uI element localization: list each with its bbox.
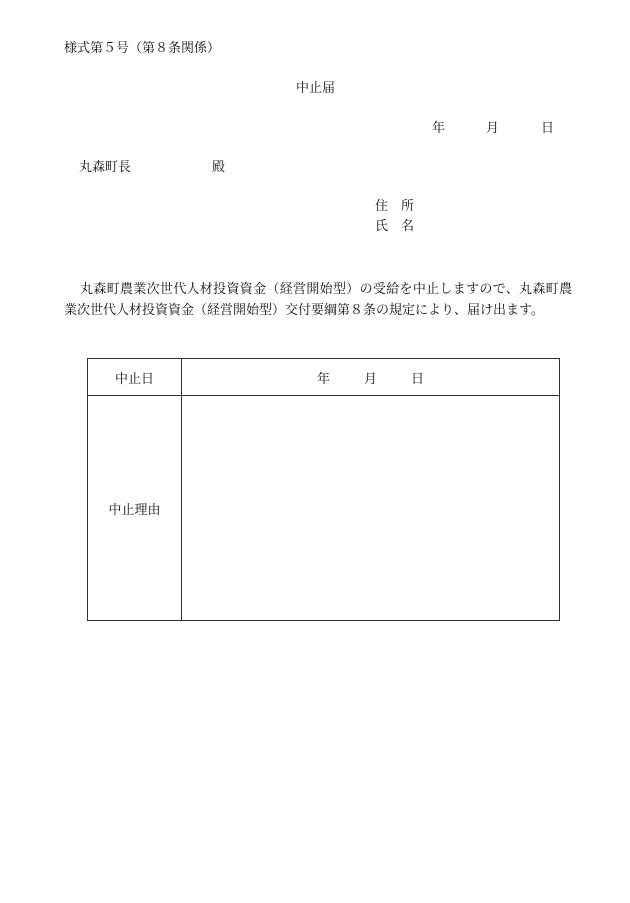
body-paragraph: 丸森町農業次世代人材投資資金（経営開始型）の受給を中止しますので、丸森町農業次世代人材投資資金（経営開始型）交付要綱第８条の規定により、届け出ます。 [64,282,572,318]
stop-reason-label: 中止理由 [88,396,182,621]
address-label: 住所 [375,199,428,214]
addressee-honorific: 殿 [212,160,226,175]
stop-reason-row [88,396,560,621]
date-year-label: 年 [432,121,446,136]
stop-date-field[interactable] [182,359,560,396]
name-label: 氏名 [375,219,428,234]
stop-date-row [88,359,560,396]
stop-date-day-label: 日 [411,371,425,387]
date-day-label: 日 [541,121,555,136]
stop-reason-field[interactable] [182,396,560,621]
stop-date-label: 中止日 [88,359,182,396]
stop-date-month-label: 月 [363,371,377,387]
date-month-label: 月 [486,121,500,136]
cancellation-form-table [87,358,560,621]
form-number: 様式第５号（第８条関係） [64,41,221,56]
addressee-name: 丸森町長 [79,160,132,175]
page-title: 中止届 [296,81,336,96]
stop-date-year-label: 年 [316,371,330,387]
